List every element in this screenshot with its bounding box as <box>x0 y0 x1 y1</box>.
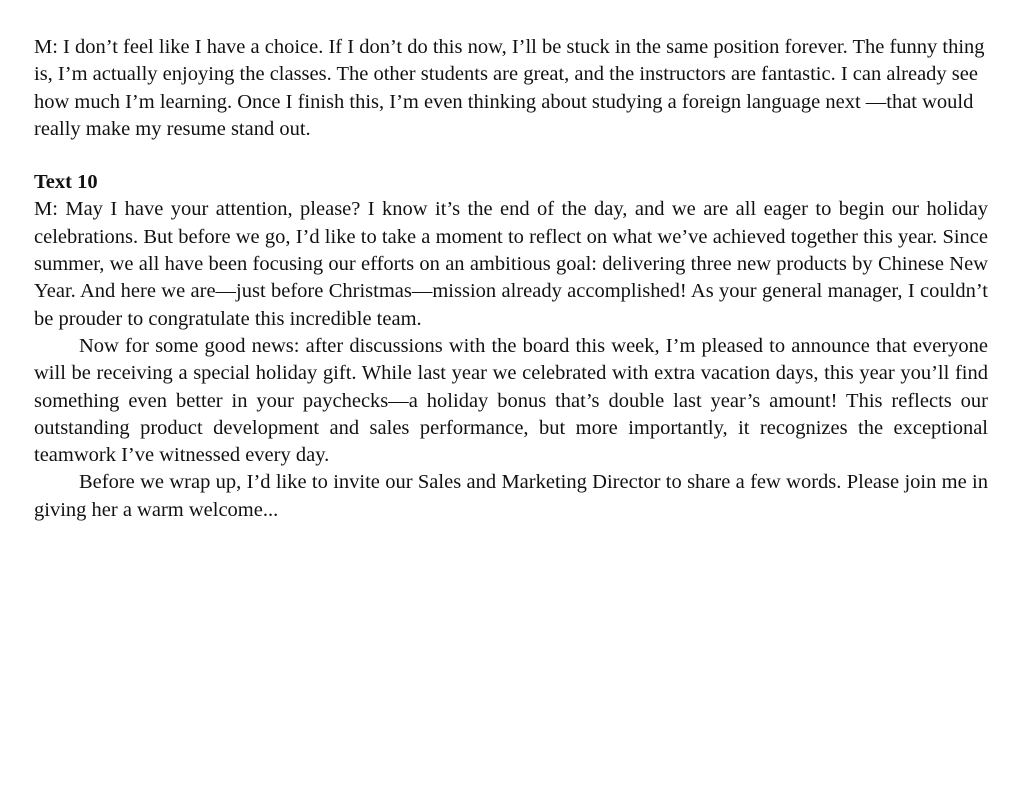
document-page <box>34 34 988 524</box>
paragraph-1: M: May I have your attention, please? I know it’s the end of the day, and we are all eager to begin our holiday celebrations. But before we go, I’d like to take a moment to reflect on what we’ve achieved together this year. Since summer, we all have been focusing our efforts on an ambitious goal: delivering three new products by Chinese New Year. And here we are—just before Christmas—mission already accomplished! As your general manager, I couldn’t be prouder to congratulate this incredible team. <box>34 198 988 330</box>
paragraph-3: Before we wrap up, I’d like to invite our Sales and Marketing Director to share a few words. Please join me in giving her a warm welcome... <box>34 471 988 521</box>
paragraph-2: Now for some good news: after discussions with the board this week, I’m pleased to announce that everyone will be receiving a special holiday gift. While last year we celebrated with extra vacation days, this year you’ll find something even better in your paychecks—a holiday bonus that’s double last year’s amount! This reflects our outstanding product development and sales performance, but more importantly, it recognizes the exceptional teamwork I’ve witnessed every day. <box>34 334 988 467</box>
intro-paragraph: M: I don’t feel like I have a choice. If I don’t do this now, I’ll be stuck in the same position forever. The funny thing is, I’m actually enjoying the classes. The other students are great, and the instructors are fantastic. I can already see how much I’m learning. Once I finish this, I’m even thinking about studying a foreign language next —that would really make my resume stand out. <box>34 36 985 140</box>
section-heading: Text 10 <box>34 171 98 194</box>
